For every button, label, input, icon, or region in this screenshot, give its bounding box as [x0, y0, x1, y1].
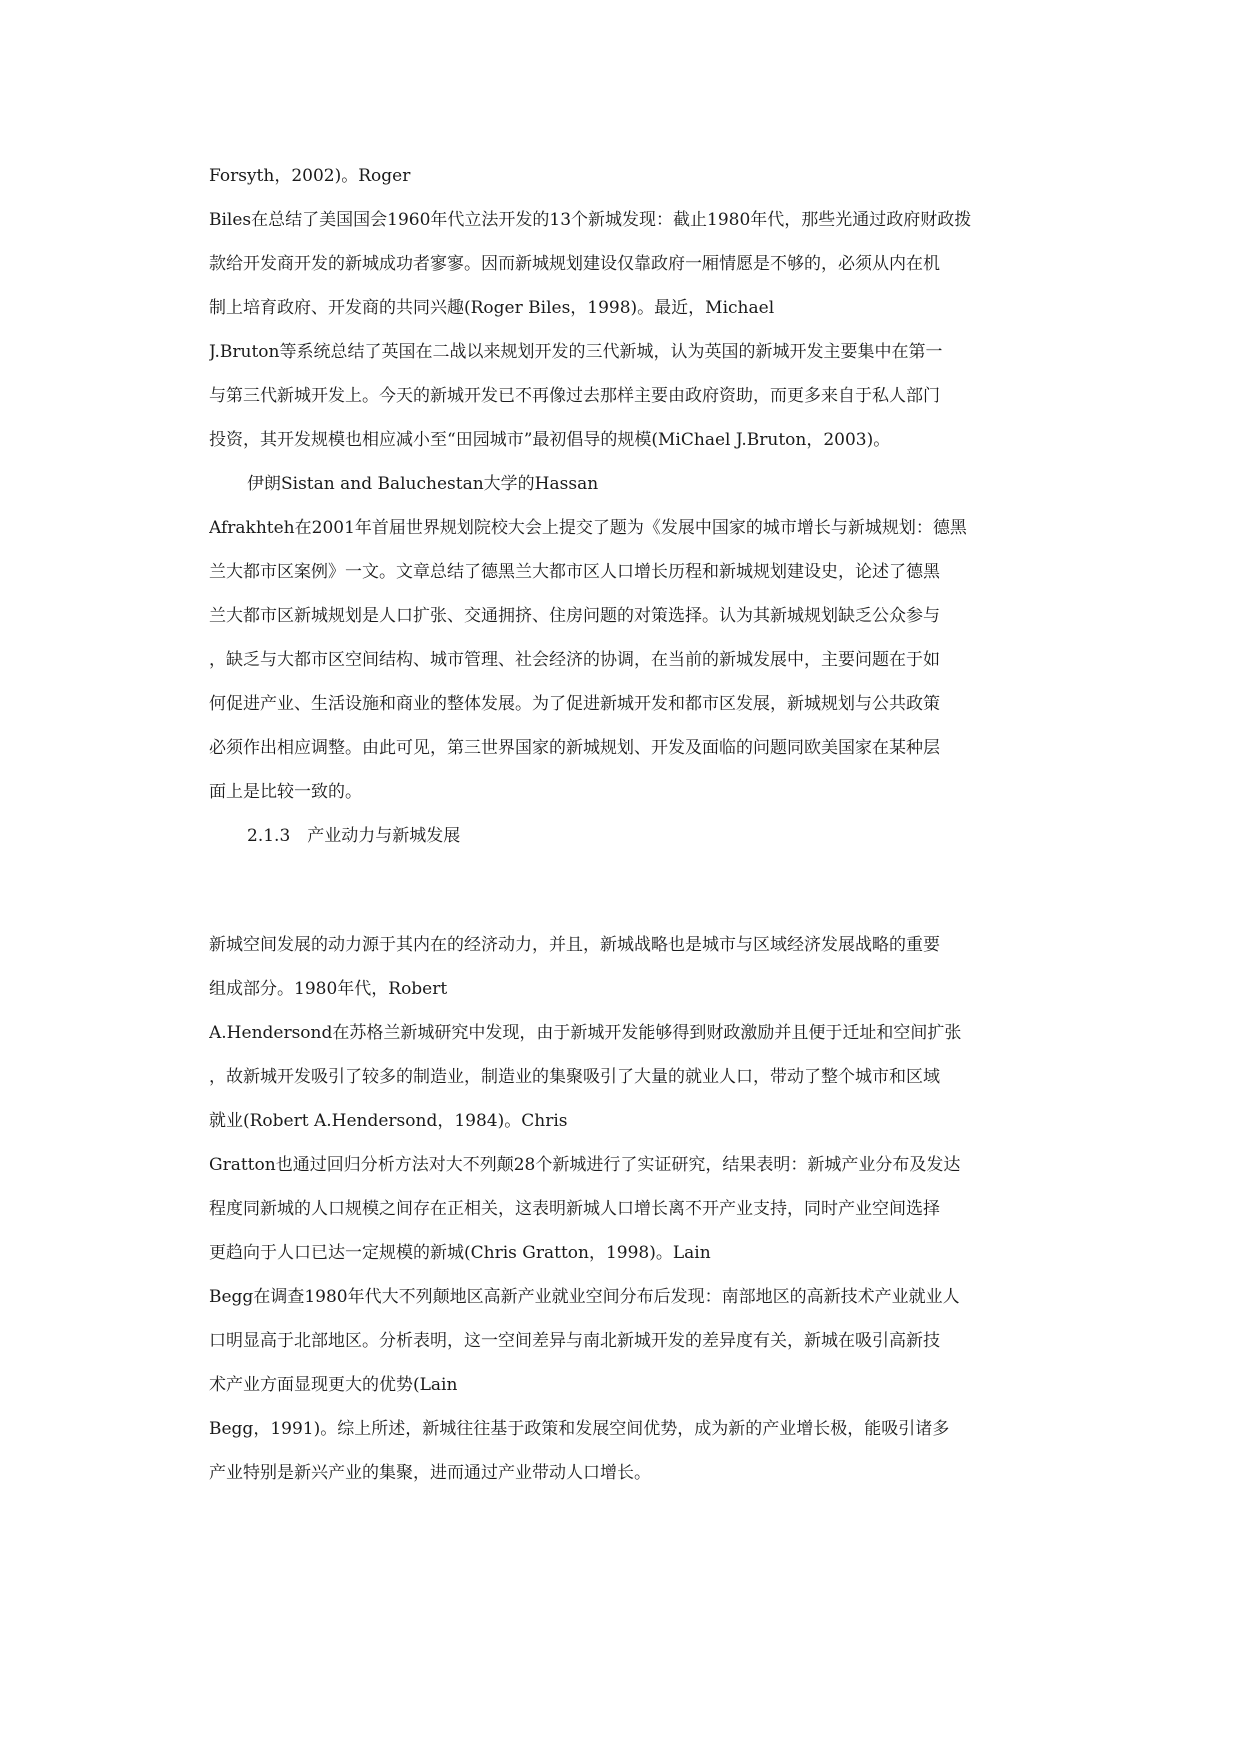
- text-line: Forsyth，2002)。Roger: [209, 166, 411, 186]
- text-line: 更趋向于人口已达一定规模的新城(Chris Gratton，1998)。Lain: [209, 1243, 711, 1263]
- text-line: Afrakhteh在2001年首届世界规划院校大会上提交了题为《发展中国家的城市增长与新城规划：德黑: [209, 518, 967, 538]
- text-line: 何促进产业、生活设施和商业的整体发展。为了促进新城开发和都市区发展，新城规划与公共政策: [209, 694, 940, 714]
- text-line: ，缺乏与大都市区空间结构、城市管理、社会经济的协调，在当前的新城发展中，主要问题在于如: [209, 650, 940, 670]
- text-line: 面上是比较一致的。: [209, 782, 362, 802]
- text-line: 组成部分。1980年代，Robert: [209, 979, 448, 999]
- body-text: [209, 154, 1021, 1495]
- text-line: J.Bruton等系统总结了英国在二战以来规划开发的三代新城，认为英国的新城开发主要集中在第一: [209, 342, 943, 362]
- text-line: 术产业方面显现更大的优势(Lain: [209, 1375, 458, 1395]
- paragraph-start-line: 伊朗Sistan and Baluchestan大学的Hassan: [247, 474, 599, 494]
- text-line: Gratton也通过回归分析方法对大不列颠28个新城进行了实证研究，结果表明：新城产业分布及发达: [209, 1155, 961, 1175]
- section-spacer: [209, 858, 1021, 923]
- text-line: Biles在总结了美国国会1960年代立法开发的13个新城发现：截止1980年代，那些光通过政府财政拨: [209, 210, 972, 230]
- text-line: 兰大都市区案例》一文。文章总结了德黑兰大都市区人口增长历程和新城规划建设史，论述了德黑: [209, 562, 940, 582]
- text-line: 口明显高于北部地区。分析表明，这一空间差异与南北新城开发的差异度有关，新城在吸引高新技: [209, 1331, 940, 1351]
- section-heading: 2.1.3 产业动力与新城发展: [247, 826, 461, 846]
- text-line: 必须作出相应调整。由此可见，第三世界国家的新城规划、开发及面临的问题同欧美国家在某种层: [209, 738, 940, 758]
- text-line: Begg在调查1980年代大不列颠地区高新产业就业空间分布后发现：南部地区的高新技术产业就业人: [209, 1287, 960, 1307]
- text-line: A.Hendersond在苏格兰新城研究中发现，由于新城开发能够得到财政激励并且便于迁址和空间扩张: [209, 1023, 962, 1043]
- text-line: 款给开发商开发的新城成功者寥寥。因而新城规划建设仅靠政府一厢情愿是不够的，必须从内在机: [209, 254, 940, 274]
- text-line: 程度同新城的人口规模之间存在正相关，这表明新城人口增长离不开产业支持，同时产业空间选择: [209, 1199, 940, 1219]
- text-line: 与第三代新城开发上。今天的新城开发已不再像过去那样主要由政府资助，而更多来自于私人部门: [209, 386, 940, 406]
- text-line: 新城空间发展的动力源于其内在的经济动力，并且，新城战略也是城市与区域经济发展战略的重要: [209, 935, 940, 955]
- text-line: 制上培育政府、开发商的共同兴趣(Roger Biles，1998)。最近，Michael: [209, 298, 775, 318]
- text-line: Begg，1991)。综上所述，新城往往基于政策和发展空间优势，成为新的产业增长极，能吸引诸多: [209, 1419, 950, 1439]
- text-line: 兰大都市区新城规划是人口扩张、交通拥挤、住房问题的对策选择。认为其新城规划缺乏公众参与: [209, 606, 940, 626]
- text-line: 就业(Robert A.Hendersond，1984)。Chris: [209, 1111, 568, 1131]
- text-line: ，故新城开发吸引了较多的制造业，制造业的集聚吸引了大量的就业人口，带动了整个城市和区域: [209, 1067, 940, 1087]
- text-line: 投资，其开发规模也相应减小至“田园城市”最初倡导的规模(MiChael J.Bruton，2003)。: [209, 430, 891, 450]
- text-line: 产业特别是新兴产业的集聚，进而通过产业带动人口增长。: [209, 1463, 651, 1483]
